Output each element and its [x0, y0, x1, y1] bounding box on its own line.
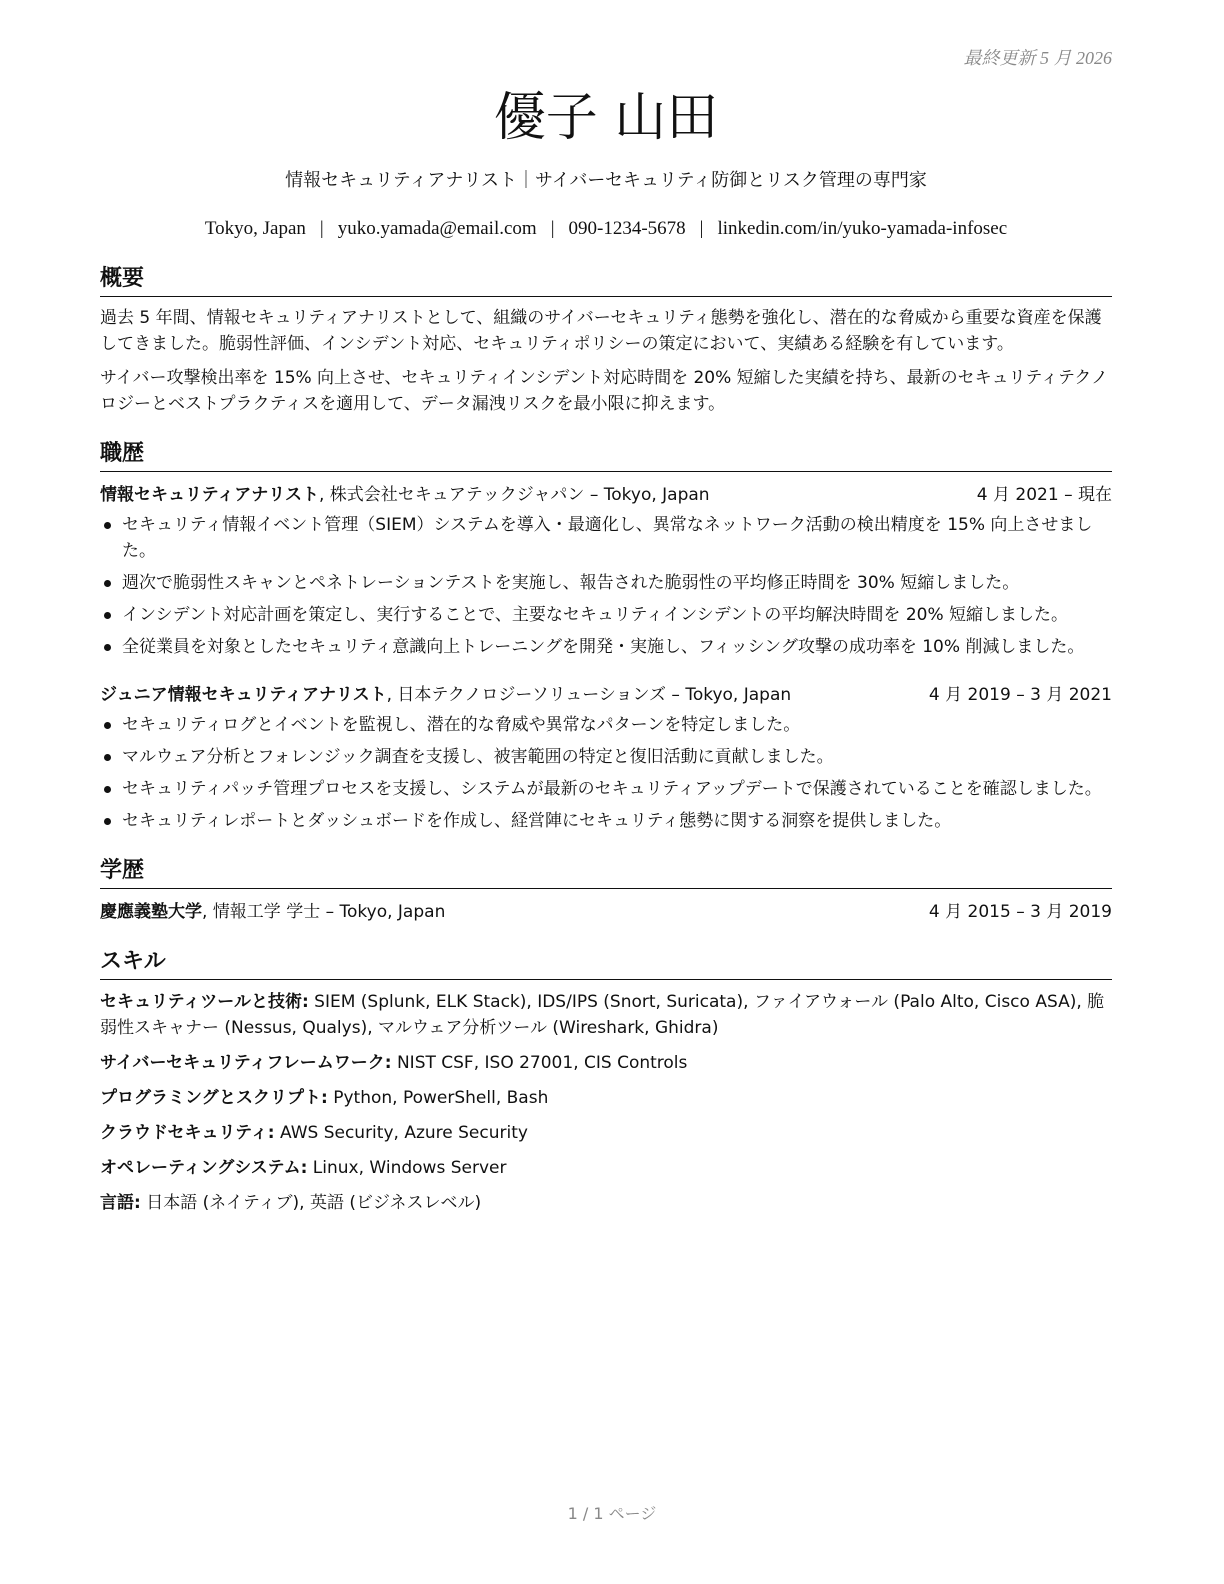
skill-label: サイバーセキュリティフレームワーク: [100, 1053, 392, 1073]
job-bullet: セキュリティログとイベントを監視し、潜在的な脅威や異常なパターンを特定しました。 [100, 712, 1112, 738]
job-entry [100, 682, 1112, 834]
headline: 情報セキュリティアナリスト｜サイバーセキュリティ防御とリスク管理の専門家 [285, 170, 927, 191]
skill-value: 日本語 (ネイティブ), 英語 (ビジネスレベル) [140, 1193, 482, 1213]
skill-line [100, 989, 1112, 1041]
summary-paragraph: サイバー攻撃検出率を 15% 向上させ、セキュリティインシデント対応時間を 20% 短縮した実績を持ち、最新のセキュリティテクノロジーとベストプラクティスを適用して、データ漏洩リスクを最小限に抑えます。 [100, 368, 1108, 414]
skill-line [100, 1190, 1112, 1216]
job-header [100, 482, 1112, 508]
candidate-name: 優子 山田 [493, 88, 719, 148]
job-bullet: セキュリティ情報イベント管理（SIEM）システムを導入・最適化し、異常なネットワーク活動の検出精度を 15% 向上させました。 [100, 512, 1112, 564]
skill-value: SIEM (Splunk, ELK Stack), IDS/IPS (Snort, Suricata), ファイアウォール (Palo Alto, Cisco ASA), 脆弱性スキャナー (Nessus, Qualys), マルウェア分析ツール (Wireshark, Ghidra) [100, 992, 1105, 1038]
section-heading-experience: 職歴 [100, 439, 1112, 472]
section-heading-summary: 概要 [100, 264, 1112, 297]
job-bullet: 全従業員を対象としたセキュリティ意識向上トレーニングを開発・実施し、フィッシング攻撃の成功率を 10% 削減しました。 [100, 634, 1112, 660]
skill-line [100, 1050, 1112, 1076]
education-dates: 4 月 2015 – 3 月 2019 [928, 902, 1112, 922]
skill-label: プログラミングとスクリプト: [100, 1088, 328, 1108]
page-number: 1 / 1 ページ [567, 1504, 657, 1523]
contact-linkedin[interactable]: linkedin.com/in/yuko-yamada-infosec [717, 218, 1008, 239]
job-company: , 日本テクノロジーソリューションズ – Tokyo, Japan [386, 685, 792, 705]
job-title: ジュニア情報セキュリティアナリスト [100, 685, 387, 705]
skill-label: 言語: [100, 1193, 141, 1213]
contact-phone: 090-1234-5678 [568, 218, 686, 239]
education-degree: , 情報工学 学士 – Tokyo, Japan [202, 902, 446, 922]
skill-label: クラウドセキュリティ: [100, 1123, 275, 1143]
job-header [100, 682, 1112, 708]
last-updated: 最終更新 5 月 2026 [963, 48, 1112, 68]
job-bullets [100, 512, 1112, 660]
skill-line [100, 1120, 1112, 1146]
job-title: 情報セキュリティアナリスト [100, 485, 319, 505]
resume-page [100, 84, 1112, 1216]
job-dates: 4 月 2021 – 現在 [976, 485, 1112, 505]
contact-separator: | [699, 218, 704, 239]
contact-line [100, 216, 1112, 242]
section-heading-education: 学歴 [100, 856, 1112, 889]
education-entry [100, 899, 1112, 925]
education-header [100, 899, 1112, 925]
skill-label: オペレーティングシステム: [100, 1158, 308, 1178]
job-bullet: インシデント対応計画を策定し、実行することで、主要なセキュリティインシデントの平均解決時間を 20% 短縮しました。 [100, 602, 1112, 628]
job-dates: 4 月 2019 – 3 月 2021 [928, 685, 1112, 705]
education-school: 慶應義塾大学 [100, 902, 202, 922]
contact-location: Tokyo, Japan [204, 218, 306, 239]
section-heading-skills: スキル [100, 947, 1112, 980]
skill-value: AWS Security, Azure Security [274, 1123, 528, 1143]
skill-label: セキュリティツールと技術: [100, 992, 309, 1012]
job-bullet: 週次で脆弱性スキャンとペネトレーションテストを実施し、報告された脆弱性の平均修正時間を 30% 短縮しました。 [100, 570, 1112, 596]
job-company: , 株式会社セキュアテックジャパン – Tokyo, Japan [318, 485, 710, 505]
job-bullets [100, 712, 1112, 834]
skill-value: NIST CSF, ISO 27001, CIS Controls [391, 1053, 688, 1073]
summary-paragraph: 過去 5 年間、情報セキュリティアナリストとして、組織のサイバーセキュリティ態勢を強化し、潜在的な脅威から重要な資産を保護してきました。脆弱性評価、インシデント対応、セキュリティポリシーの策定において、実績ある経験を有しています。 [100, 308, 1102, 354]
job-bullet: マルウェア分析とフォレンジック調査を支援し、被害範囲の特定と復旧活動に貢献しました。 [100, 744, 1112, 770]
skill-line [100, 1085, 1112, 1111]
skill-value: Python, PowerShell, Bash [327, 1088, 549, 1108]
job-entry [100, 482, 1112, 660]
skill-value: Linux, Windows Server [307, 1158, 507, 1178]
contact-separator: | [550, 218, 555, 239]
contact-separator: | [319, 218, 324, 239]
job-bullet: セキュリティパッチ管理プロセスを支援し、システムが最新のセキュリティアップデートで保護されていることを確認しました。 [100, 776, 1112, 802]
job-bullet: セキュリティレポートとダッシュボードを作成し、経営陣にセキュリティ態勢に関する洞察を提供しました。 [100, 808, 1112, 834]
contact-email[interactable]: yuko.yamada@email.com [337, 218, 537, 239]
skill-line [100, 1155, 1112, 1181]
